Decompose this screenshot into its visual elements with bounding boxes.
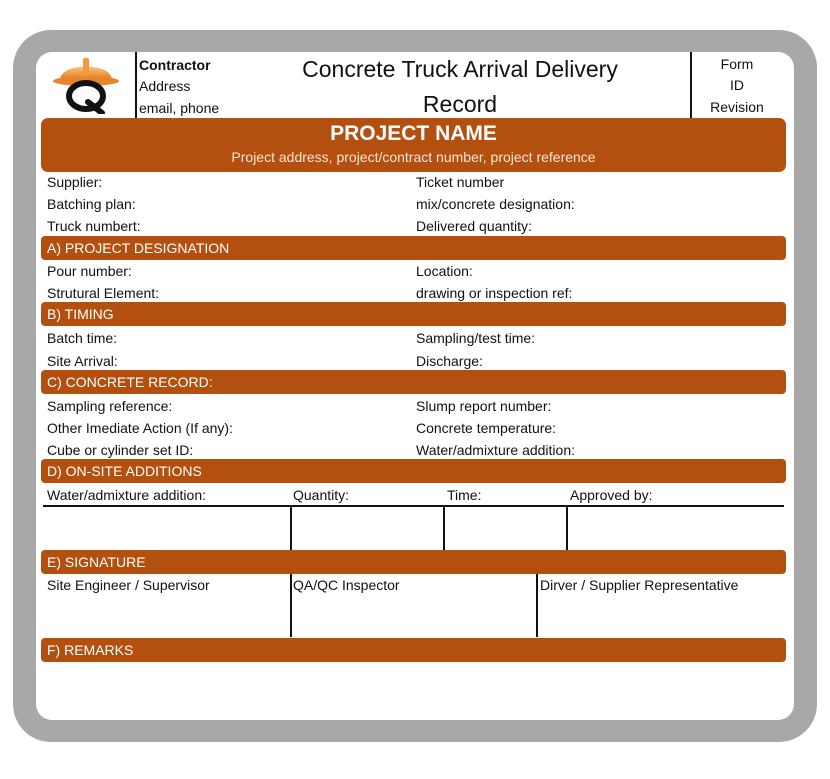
signature-site-engineer[interactable]: Site Engineer / Supervisor — [47, 577, 210, 593]
discharge-field[interactable]: Discharge: — [416, 353, 483, 369]
signature-divider-1 — [290, 574, 292, 637]
header-divider-left — [135, 52, 137, 118]
truck-number-field[interactable]: Truck numbert: — [47, 218, 141, 234]
contractor-label: Contractor — [139, 57, 211, 73]
project-banner — [41, 118, 786, 172]
contact-label: email, phone — [139, 100, 220, 116]
project-details: Project address, project/contract number, project reference — [231, 149, 596, 165]
sampling-time-field[interactable]: Sampling/test time: — [416, 330, 536, 346]
section-a-header: A) PROJECT DESIGNATION — [41, 236, 786, 260]
address-label: Address — [139, 78, 191, 94]
additions-table-rule — [43, 505, 784, 507]
location-field[interactable]: Location: — [416, 263, 473, 279]
project-name: PROJECT NAME — [330, 122, 497, 145]
other-action-field[interactable]: Other Imediate Action (If any): — [47, 420, 233, 436]
additions-divider-1 — [290, 505, 292, 550]
additions-divider-2 — [443, 505, 445, 550]
mix-designation-field[interactable]: mix/concrete designation: — [416, 196, 575, 212]
signature-divider-2 — [536, 574, 538, 637]
revision-label: Revision — [710, 99, 764, 115]
slump-report-field[interactable]: Slump report number: — [416, 398, 552, 414]
additions-col-quantity: Quantity: — [293, 487, 350, 503]
hard-hat-q-logo-icon — [50, 52, 122, 114]
structural-element-field[interactable]: Strutural Element: — [47, 285, 160, 301]
form-label: Form — [720, 56, 754, 72]
additions-divider-3 — [566, 505, 568, 550]
additions-col-water: Water/admixture addition: — [47, 487, 206, 503]
pour-number-field[interactable]: Pour number: — [47, 263, 132, 279]
concrete-temperature-field[interactable]: Concrete temperature: — [416, 420, 557, 436]
site-arrival-field[interactable]: Site Arrival: — [47, 353, 118, 369]
signature-qa-inspector[interactable]: QA/QC Inspector — [293, 577, 400, 593]
id-label: ID — [730, 77, 744, 93]
section-c-header: C) CONCRETE RECORD: — [41, 370, 786, 394]
water-addition-field[interactable]: Water/admixture addition: — [416, 442, 575, 458]
company-logo — [50, 52, 122, 114]
form-title-line2: Record — [422, 91, 498, 117]
section-f-header: F) REMARKS — [41, 638, 786, 662]
additions-col-time: Time: — [447, 487, 482, 503]
section-b-header: B) TIMING — [41, 302, 786, 326]
ticket-number-field[interactable]: Ticket number — [416, 174, 505, 190]
batch-time-field[interactable]: Batch time: — [47, 330, 118, 346]
signature-driver[interactable]: Dirver / Supplier Representative — [540, 577, 739, 593]
cube-set-id-field[interactable]: Cube or cylinder set ID: — [47, 442, 194, 458]
delivered-quantity-field[interactable]: Delivered quantity: — [416, 218, 532, 234]
additions-col-approved: Approved by: — [570, 487, 653, 503]
supplier-field[interactable]: Supplier: — [47, 174, 103, 190]
section-d-header: D) ON-SITE ADDITIONS — [41, 459, 786, 483]
form-title-line1: Concrete Truck Arrival Delivery — [302, 56, 618, 82]
remarks-area[interactable] — [43, 664, 784, 716]
drawing-ref-field[interactable]: drawing or inspection ref: — [416, 285, 573, 301]
batching-plan-field[interactable]: Batching plan: — [47, 196, 136, 212]
section-e-header: E) SIGNATURE — [41, 550, 786, 574]
sampling-reference-field[interactable]: Sampling reference: — [47, 398, 173, 414]
